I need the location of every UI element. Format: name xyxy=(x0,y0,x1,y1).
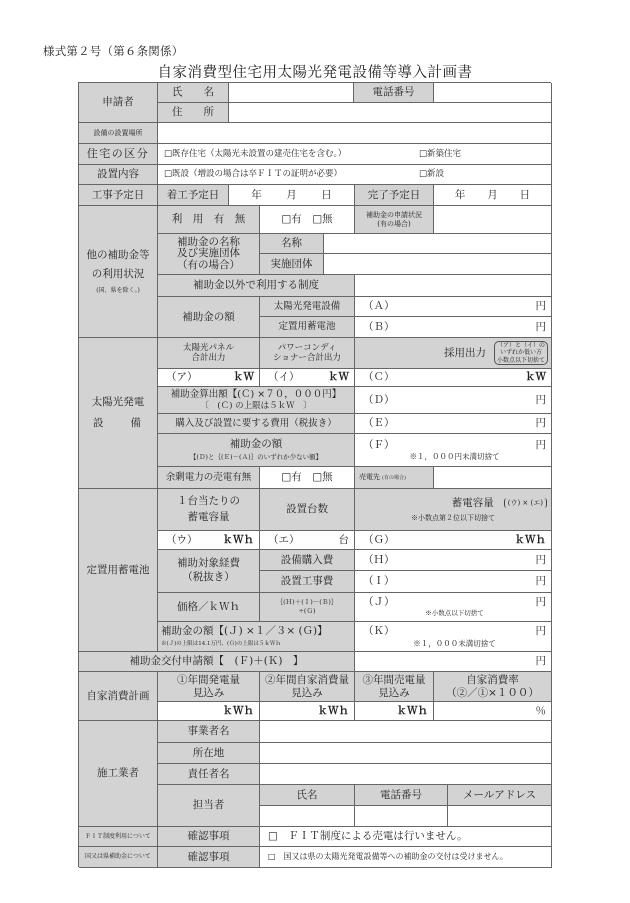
site-label: 設備の設置場所 xyxy=(79,123,158,144)
annual-sales-label xyxy=(355,672,434,702)
label-line: 【(Ｄ)と｛(Ｅ)－(Ａ)｝のいずれか少ない額】 xyxy=(189,452,323,461)
label-text: 売電先 xyxy=(359,473,380,482)
yen-unit: 円 xyxy=(535,393,546,406)
annual-generation-field xyxy=(158,702,260,721)
existing-housing-checkbox: □既存住宅（太陽光未設置の建売住宅を含む。） xyxy=(164,148,347,159)
code-b: （Ｂ） xyxy=(363,320,395,333)
label-line: 〔 (Ｃ) の上限は５ｋＷ 〕 xyxy=(200,400,312,411)
capacity-field xyxy=(355,531,552,550)
surplus-sale-checkboxes: □有 □無 xyxy=(260,467,355,489)
month-label: 月 xyxy=(286,188,297,201)
capacity-note: ※小数点第２位以下切捨て xyxy=(411,513,495,522)
yen-unit: 円 xyxy=(535,320,546,333)
label-line: 見込み xyxy=(291,686,323,699)
construction-cost-label: 設置工事費 xyxy=(260,571,355,593)
code-e-kana: （エ） xyxy=(268,533,300,546)
label-line: １台当たりの xyxy=(177,494,240,507)
label-line: 補助金の額 xyxy=(229,438,283,451)
rounding-note: ※１，０００未満切捨て xyxy=(413,638,496,648)
label-line: （②／①×１００） xyxy=(446,686,539,699)
capacity-header xyxy=(355,489,552,531)
amount-f-field xyxy=(355,434,552,467)
kw-unit: ｋＷ xyxy=(233,371,254,384)
amount-k-field xyxy=(355,622,552,652)
surplus-sale-label: 余剰電力の売電有無 xyxy=(158,467,260,489)
yen-unit: 円 xyxy=(535,300,546,313)
self-consumption-rate-label xyxy=(434,672,552,702)
section-line: の利用状況 xyxy=(91,267,145,280)
code-j: （Ｊ） xyxy=(363,596,395,609)
price-per-kwh-label: 価格／ｋＷｈ xyxy=(158,593,260,622)
yen-unit: 円 xyxy=(535,553,546,566)
applicant-section-label: 申請者 xyxy=(79,83,158,123)
battery-section-label: 定置用蓄電池 xyxy=(79,489,158,652)
adopted-output-label xyxy=(355,338,552,369)
solar-subsidy-label: 太陽光発電設備 xyxy=(260,297,355,317)
formula-line: ｛(Ｈ)＋(Ｉ)－(Ｂ)｝ xyxy=(276,597,338,606)
phone-label: 電話番号 xyxy=(354,83,434,103)
formula-line: ÷(Ｇ) xyxy=(298,607,316,615)
eligible-cost-label xyxy=(158,550,260,593)
panel-output-label xyxy=(158,338,260,369)
kwh-unit: ｋＷｈ xyxy=(396,704,428,717)
unit-count-label: 設置台数 xyxy=(260,489,355,531)
code-d: （Ｄ） xyxy=(363,393,395,406)
contractor-section-label: 施工業者 xyxy=(79,721,158,827)
fit-topic-label: ＦＩＴ制度利用について xyxy=(79,827,158,847)
subsidy-use-label: 利 用 有 無 xyxy=(158,206,260,234)
contact-name-field xyxy=(260,806,355,827)
code-i: （Ｉ） xyxy=(363,575,395,588)
section-line: 設 備 xyxy=(93,417,143,429)
label-line: 合計出力 xyxy=(191,353,226,363)
phone-field xyxy=(434,83,552,103)
unit-count-field xyxy=(260,531,355,550)
subsidy-topic-label: 国又は県補助金について xyxy=(79,847,158,868)
company-name-field xyxy=(260,721,552,743)
pcs-output-label xyxy=(260,338,355,369)
label-line: 及び実施団体 xyxy=(177,247,240,260)
month-label: 月 xyxy=(487,188,498,201)
install-type-label: 設置内容 xyxy=(79,165,158,185)
subsidy-name-org-label xyxy=(158,234,260,275)
non-subsidy-field xyxy=(355,275,552,297)
subsidy-org-label: 実施団体 xyxy=(260,254,324,275)
page-title: 自家消費型住宅用太陽光発電設備等導入計画書 xyxy=(157,65,473,81)
application-form-table xyxy=(78,82,551,867)
code-k: （Ｋ） xyxy=(363,625,395,638)
manager-name-field xyxy=(260,764,552,785)
label-line: 補助金の名称 xyxy=(177,236,240,249)
code-c: （Ｃ） xyxy=(363,371,395,384)
adopted-output-field xyxy=(355,369,552,387)
label-line: 太陽光パネル xyxy=(182,342,234,353)
label-line: パワーコンディ xyxy=(277,342,337,353)
unit-capacity-label xyxy=(158,489,260,531)
housing-type-label: 住宅の区分 xyxy=(79,144,158,165)
kwh-unit: ｋＷｈ xyxy=(514,533,546,546)
code-g: （Ｇ） xyxy=(363,533,395,546)
site-field xyxy=(158,123,552,144)
calc-amount-label xyxy=(158,387,355,414)
capacity-formula: (ウ) × (エ) xyxy=(504,498,547,508)
section-line: 他の補助金等 xyxy=(86,249,150,262)
amount-b-field xyxy=(355,317,552,338)
unit-capacity-field xyxy=(158,531,260,550)
yen-unit: 円 xyxy=(535,655,546,668)
amount-h-field xyxy=(355,550,552,571)
end-date-label: 完了予定日 xyxy=(355,185,434,206)
code-u-kana: （ウ） xyxy=(166,533,198,546)
total-request-field xyxy=(355,652,552,672)
label-line: 補助対象経費 xyxy=(177,557,240,570)
contact-phone-label: 電話番号 xyxy=(355,785,448,806)
label-line: 見込み xyxy=(378,686,410,699)
other-subsidy-amount-label: 補助金の額 xyxy=(158,297,260,338)
yen-unit: 円 xyxy=(535,625,546,638)
form-number: 様式第２号（第６条関係） xyxy=(43,44,184,58)
year-label: 年 xyxy=(454,188,466,201)
battery-subsidy-amount-label xyxy=(158,622,355,652)
adopted-output-title: 採用出力 xyxy=(443,346,486,359)
label-note: ※(Ｊ)の上限は14.1万円、(Ｇ)の上限は５ｋＷｈ xyxy=(161,641,281,647)
annual-generation-label xyxy=(158,672,260,702)
annual-sales-field xyxy=(355,702,434,721)
yen-unit: 円 xyxy=(535,596,546,609)
note-line: 小数点以下切捨て xyxy=(496,356,545,364)
adopted-output-note xyxy=(494,341,548,366)
note-line: いずれか低い方 xyxy=(499,349,542,357)
label-line: 自家消費率 xyxy=(466,673,519,686)
capacity-title: 蓄電容量 xyxy=(451,497,494,509)
year-label: 年 xyxy=(251,188,262,201)
unit-count-unit: 台 xyxy=(338,533,349,546)
kw-unit: ｋＷ xyxy=(328,371,349,384)
address-field xyxy=(229,103,552,123)
other-subsidy-section-label xyxy=(79,206,158,338)
subsidy-status-field xyxy=(434,206,552,234)
label-line: ショナー合計出力 xyxy=(273,353,341,363)
pcs-output-field xyxy=(260,369,355,387)
amount-j-field xyxy=(355,593,552,622)
contact-email-label: メールアドレス xyxy=(448,785,552,806)
fit-confirm-label: 確認事項 xyxy=(158,827,260,847)
purchase-install-cost-label: 購入及び設置に要する費用（税抜き） xyxy=(158,414,355,434)
start-date-label: 着工予定日 xyxy=(158,185,229,206)
label-line: ②年間自家消費量 xyxy=(265,673,349,686)
new-housing-checkbox: □新築住宅 xyxy=(419,148,462,159)
annual-self-consumption-field xyxy=(260,702,355,721)
section-line: 太陽光発電 xyxy=(91,396,145,409)
contact-name-label: 氏名 xyxy=(260,785,355,806)
rounding-note: ※小数点以下切捨て xyxy=(425,608,484,617)
kwh-unit: ｋＷｈ xyxy=(222,533,254,546)
subsidy-use-checkboxes: □有 □無 xyxy=(260,206,355,234)
panel-output-field xyxy=(158,369,260,387)
company-name-label: 事業者名 xyxy=(158,721,260,743)
code-a-kana: （ア） xyxy=(166,371,198,384)
label-line: ①年間発電量 xyxy=(177,673,240,686)
schedule-label: 工事予定日 xyxy=(79,185,158,206)
subsidy-confirm-label: 確認事項 xyxy=(158,847,260,868)
label-line: 見込み xyxy=(192,686,225,699)
label-note: (有の場合) xyxy=(382,474,406,481)
price-formula xyxy=(260,593,355,622)
subsidy-status-label xyxy=(355,206,434,234)
contact-email-field xyxy=(448,806,552,827)
fit-confirm-checkbox: □ ＦＩＴ制度による売電は行いません。 xyxy=(260,827,552,847)
section-note: (国、県を除く。) xyxy=(96,286,140,294)
contact-person-label: 担当者 xyxy=(158,785,260,827)
note-line: （ア）と（イ）の xyxy=(496,341,545,349)
label-line: （有の場合） xyxy=(177,258,240,271)
existing-install-checkbox: □既設（増設の場合は卒ＦＩＴの証明が必要） xyxy=(164,169,343,180)
label-line: (有の場合) xyxy=(377,219,411,228)
battery-subsidy-label: 定置用蓄電池 xyxy=(260,317,355,338)
solar-subsidy-amount-label xyxy=(158,434,355,467)
amount-e-field xyxy=(355,414,552,434)
address-label: 住 所 xyxy=(158,103,229,123)
label-line: 補助金の申請状況 xyxy=(366,211,422,220)
contact-phone-field xyxy=(355,806,448,827)
end-date-field xyxy=(434,185,552,206)
purchase-cost-label: 設備購入費 xyxy=(260,550,355,571)
name-field xyxy=(229,83,354,103)
subsidy-name-label: 名称 xyxy=(260,234,324,254)
self-consumption-rate-field xyxy=(434,702,552,721)
amount-d-field xyxy=(355,387,552,414)
kwh-unit: ｋＷｈ xyxy=(317,704,349,717)
code-e: （Ｅ） xyxy=(363,417,395,430)
code-h: （Ｈ） xyxy=(363,553,395,566)
day-label: 日 xyxy=(519,188,531,201)
amount-i-field xyxy=(355,571,552,593)
housing-type-options xyxy=(158,144,552,165)
location-label: 所在地 xyxy=(158,743,260,764)
yen-unit: 円 xyxy=(535,417,546,430)
label-line: ③年間売電量 xyxy=(362,673,426,686)
self-consumption-section-label: 自家消費計画 xyxy=(79,672,158,721)
install-type-options xyxy=(158,165,552,185)
yen-unit: 円 xyxy=(535,575,546,588)
label-line: 補助金算出額【(Ｃ) ×７０，０００円】 xyxy=(170,389,342,401)
new-install-checkbox: □新設 xyxy=(419,169,445,180)
name-label: 氏 名 xyxy=(158,83,229,103)
yen-unit: 円 xyxy=(535,438,546,451)
subsidy-confirm-checkbox: □ 国又は県の太陽光発電設備等への補助金の交付は受けません。 xyxy=(260,847,552,868)
code-f: （Ｆ） xyxy=(363,438,395,451)
percent-unit: ％ xyxy=(535,704,546,717)
subsidy-org-field xyxy=(324,254,552,275)
location-field xyxy=(260,743,552,764)
annual-self-consumption-label xyxy=(260,672,355,702)
subsidy-name-field xyxy=(324,234,552,254)
amount-a-field xyxy=(355,297,552,317)
total-request-label: 補助金交付申請額【 (Ｆ)＋(Ｋ) 】 xyxy=(79,652,355,672)
kw-unit: ｋＷ xyxy=(525,371,546,384)
label-line: 蓄電容量 xyxy=(187,510,230,523)
kwh-unit: ｋＷｈ xyxy=(222,704,254,717)
day-label: 日 xyxy=(321,188,332,201)
manager-name-label: 責任者名 xyxy=(158,764,260,785)
rounding-note: ※１，０００円未満切捨て xyxy=(409,452,500,462)
solar-section-label xyxy=(79,338,158,489)
start-date-field xyxy=(229,185,355,206)
label-line: （税抜き） xyxy=(182,571,235,583)
non-subsidy-label: 補助金以外で利用する制度 xyxy=(158,275,355,297)
buyer-label xyxy=(355,467,434,489)
code-a: （Ａ） xyxy=(363,300,395,313)
code-i-kana: （イ） xyxy=(268,371,300,384)
label-line: 補助金の額【(Ｊ) ×１／３× (Ｇ)】 xyxy=(161,625,328,638)
buyer-field xyxy=(434,467,552,489)
